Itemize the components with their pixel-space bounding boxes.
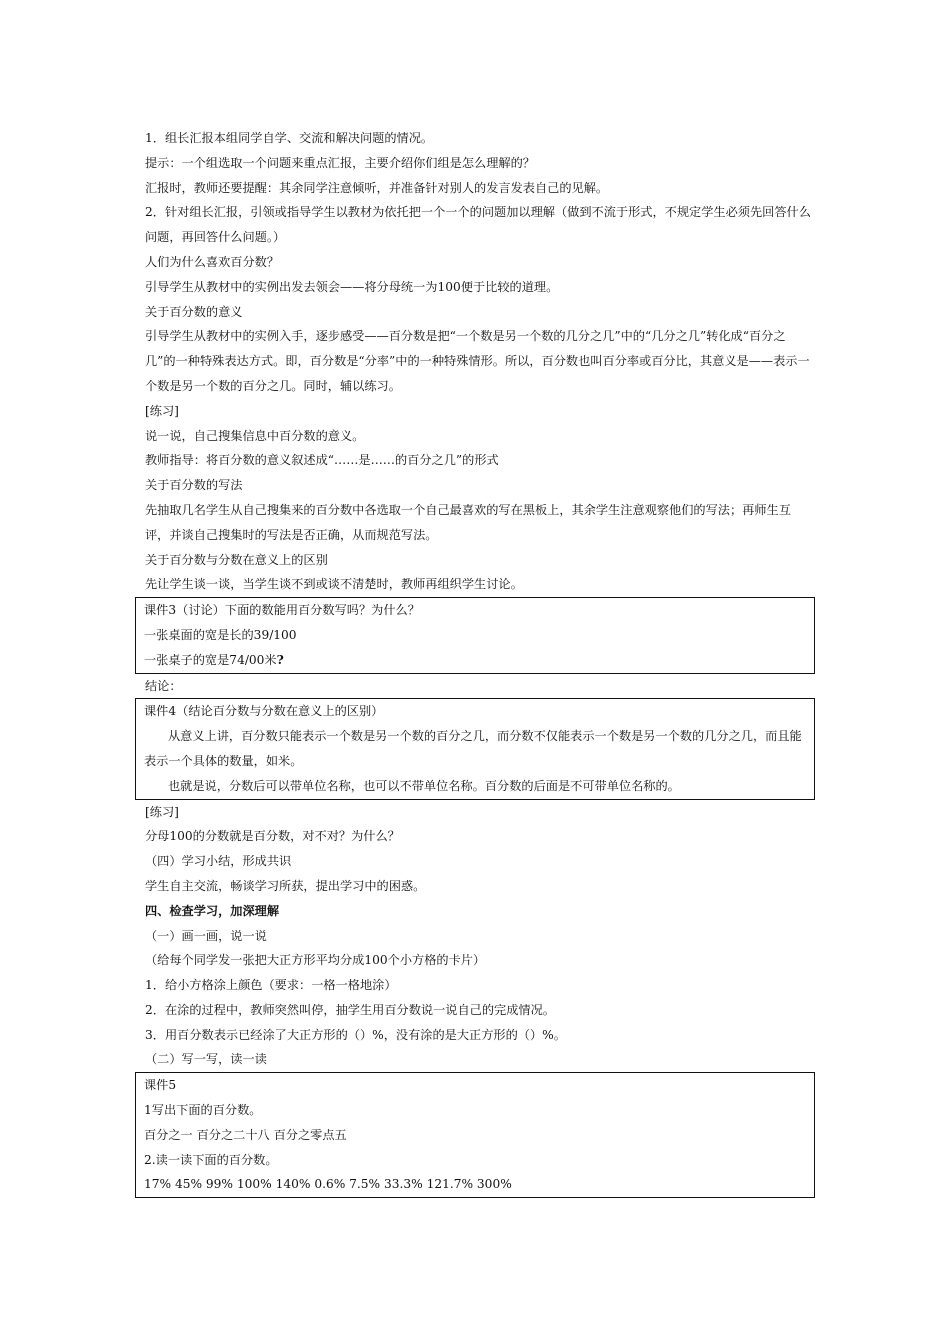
section-heading: 四、检查学习，加深理解 xyxy=(145,903,280,918)
text-line: 2．在涂的过程中，教师突然叫停，抽学生用百分数说一说自己的完成情况。 xyxy=(145,1002,555,1017)
text-line: （四）学习小结，形成共识 xyxy=(145,854,292,869)
text-line: [练习] xyxy=(145,804,179,819)
text-line: 17% 45% 99% 100% 140% 0.6% 7.5% 33.3% 121.7% 300% xyxy=(144,1177,512,1192)
text-line: 结论： xyxy=(145,678,182,693)
subheading: 关于百分数与分数在意义上的区别 xyxy=(145,552,328,567)
courseware-box-5 xyxy=(135,1072,815,1198)
text-line: 分母100的分数就是百分数，对不对？为什么？ xyxy=(145,829,400,844)
text-line: 人们为什么喜欢百分数？ xyxy=(145,254,280,269)
text-line: 提示：一个组选取一个问题来重点汇报，主要介绍你们组是怎么理解的？ xyxy=(145,155,535,170)
paragraph: 先抽取几名学生从自己搜集来的百分数中各选取一个自己最喜欢的写在黑板上，其余学生注意观察他们的写法；再师生互评，并谈自己搜集时的写法是否正确，从而规范写法。 xyxy=(145,502,791,542)
text-line: 百分之一 百分之二十八 百分之零点五 xyxy=(144,1127,347,1142)
question-mark: ? xyxy=(276,652,284,667)
text-line: （二）写一写，读一读 xyxy=(145,1052,267,1067)
text-line: （一）画一画，说一说 xyxy=(145,928,267,943)
text-line: 学生自主交流，畅谈学习所获，提出学习中的困惑。 xyxy=(145,878,426,893)
paragraph: 从意义上讲，百分数只能表示一个数是另一个数的百分之几，而分数不仅能表示一个数是另一个数的几分之几，而且能表示一个具体的数量，如米。 xyxy=(144,729,802,768)
box-title: 课件5 xyxy=(144,1078,177,1093)
text-line: 1．给小方格涂上颜色（要求：一格一格地涂） xyxy=(145,978,397,993)
text-line: 1写出下面的百分数。 xyxy=(144,1103,262,1118)
document-page xyxy=(145,126,815,1198)
text-line: 3．用百分数表示已经涂了大正方形的（）%，没有涂的是大正方形的（）%。 xyxy=(145,1027,566,1042)
paragraph: 引导学生从教材中的实例入手，逐步感受——百分数是把“一个数是另一个数的几分之几”中的“几分之几”转化成“百分之几”的一种特殊表达方式。即，百分数是“分率”中的一种特殊情形。所以，百分数也叫百分率或百分比，其意义是——表示一个数是另一个数的百分之几。同时，辅以练习。 xyxy=(145,329,810,393)
text-line: （给每个同学发一张把大正方形平均分成100个小方格的卡片） xyxy=(145,953,486,968)
text-line: 汇报时，教师还要提醒：其余同学注意倾听，并准备针对别人的发言发表自己的见解。 xyxy=(145,180,609,195)
courseware-box-3 xyxy=(135,597,815,673)
text-line xyxy=(144,648,814,673)
courseware-box-4 xyxy=(135,698,815,799)
text-line: 1．组长汇报本组同学自学、交流和解决问题的情况。 xyxy=(145,131,434,145)
subheading: 关于百分数的写法 xyxy=(145,478,243,493)
box-title: 课件3（讨论）下面的数能用百分数写吗？为什么？ xyxy=(144,603,420,618)
paragraph: 2．针对组长汇报，引领或指导学生以教材为依托把一个一个的问题加以理解（做到不流于形式，不规定学生必须先回答什么问题，再回答什么问题。） xyxy=(145,205,811,245)
text-line: 一张桌面的宽是长的39/100 xyxy=(144,627,297,642)
text-line: 先让学生谈一谈，当学生谈不到或谈不清楚时，教师再组织学生讨论。 xyxy=(145,577,523,592)
text-line: 教师指导：将百分数的意义叙述成“……是……的百分之几”的形式 xyxy=(145,453,499,468)
subheading: 关于百分数的意义 xyxy=(145,304,243,319)
text-span: 一张桌子的宽是74/00米 xyxy=(144,652,277,667)
text-line: 说一说，自己搜集信息中百分数的意义。 xyxy=(145,428,365,443)
text-line: [练习] xyxy=(145,403,179,418)
text-line: 2.读一读下面的百分数。 xyxy=(144,1152,278,1167)
text-line: 引导学生从教材中的实例出发去领会——将分母统一为100便于比较的道理。 xyxy=(145,279,559,294)
paragraph: 也就是说，分数后可以带单位名称，也可以不带单位名称。百分数的后面是不可带单位名称的。 xyxy=(168,778,680,793)
box-title: 课件4（结论百分数与分数在意义上的区别） xyxy=(144,704,384,719)
